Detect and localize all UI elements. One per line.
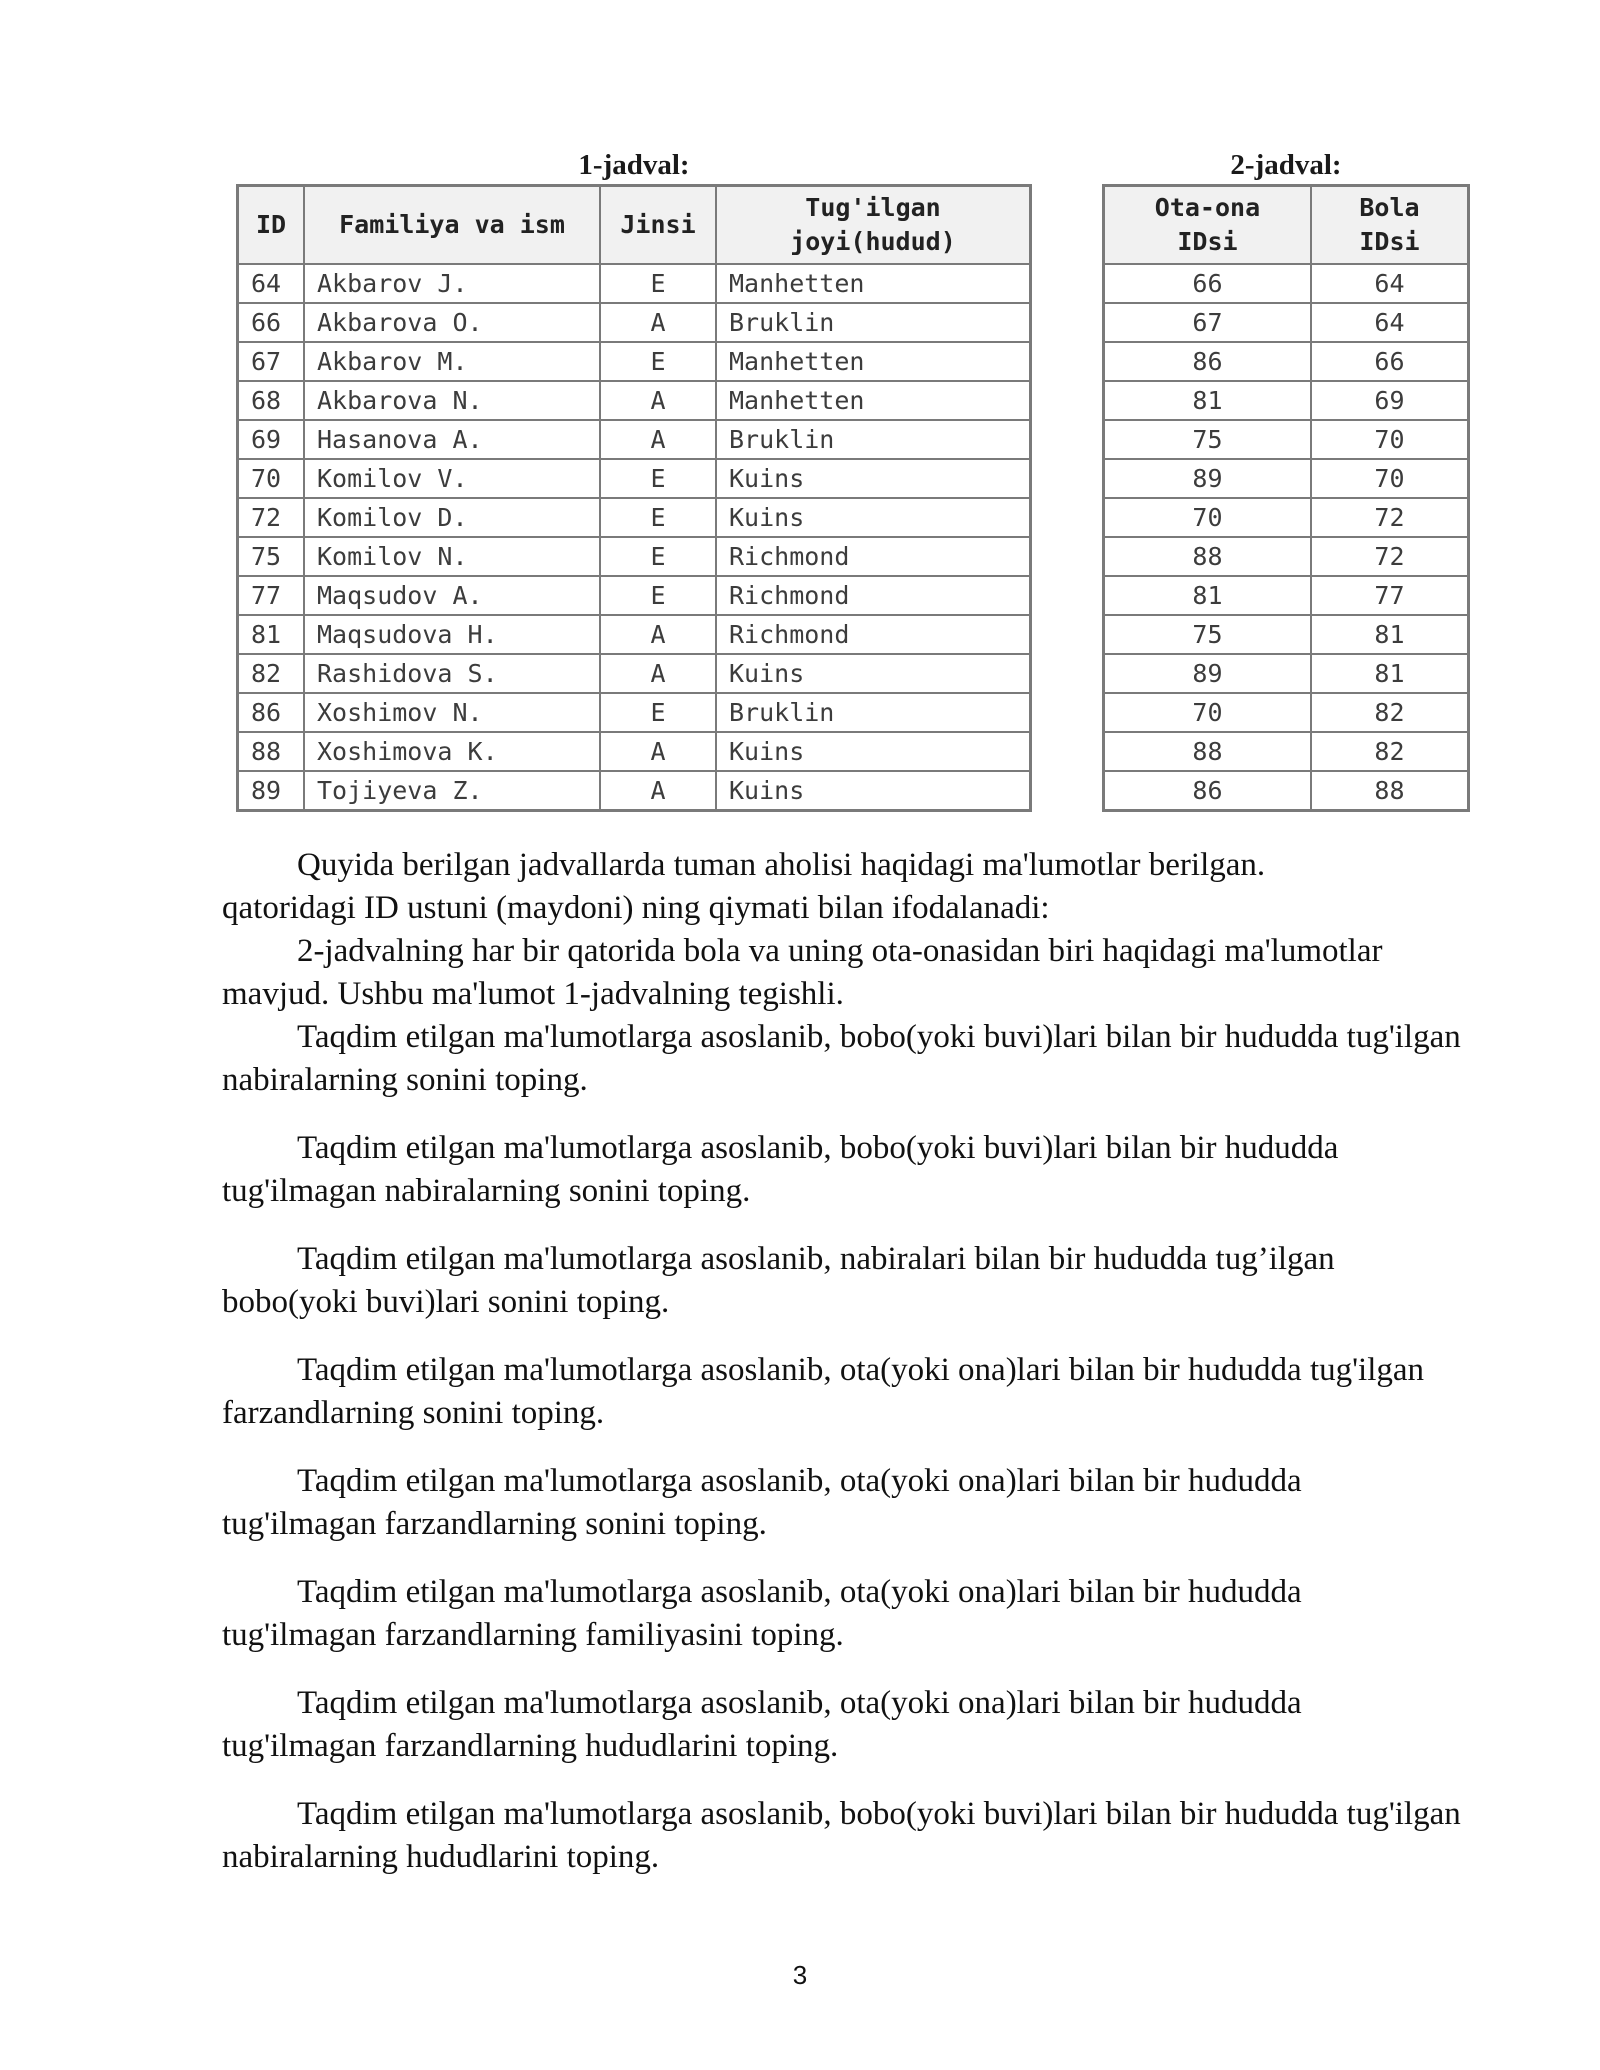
table-1-header-sex: Jinsi <box>600 186 716 265</box>
table-1-cell: Kuins <box>716 771 1031 811</box>
table-1-cell: Bruklin <box>716 303 1031 342</box>
table-1-cell: Komilov D. <box>304 498 600 537</box>
table-2-row <box>1104 264 1469 303</box>
table-2-row <box>1104 342 1469 381</box>
table-2 <box>1102 184 1470 812</box>
intro-line-1: Quyida berilgan jadvallarda tuman aholisi haqidagi ma'lumotlar berilgan. <box>297 847 1266 883</box>
table-1-row <box>238 732 1031 771</box>
table-2-cell: 86 <box>1104 342 1311 381</box>
table-1-cell: 75 <box>238 537 305 576</box>
table-1-cell: 69 <box>238 420 305 459</box>
table-2-header-parent-id: Ota-ona IDsi <box>1104 186 1311 265</box>
table-1-cell: A <box>600 303 716 342</box>
table-2-cell: 70 <box>1311 420 1469 459</box>
table-1-row <box>238 537 1031 576</box>
table-1-cell: E <box>600 498 716 537</box>
table-1-cell: A <box>600 420 716 459</box>
table-1-cell: Rashidova S. <box>304 654 600 693</box>
table-1-cell: 86 <box>238 693 305 732</box>
table-2-cell: 88 <box>1104 537 1311 576</box>
table-1-block <box>236 150 1032 812</box>
table-1-cell: Tojiyeva Z. <box>304 771 600 811</box>
table-2-cell: 86 <box>1104 771 1311 811</box>
table-1-cell: 88 <box>238 732 305 771</box>
table-2-cell: 64 <box>1311 264 1469 303</box>
table-1-cell: Manhetten <box>716 381 1031 420</box>
table-2-row <box>1104 576 1469 615</box>
question-2: Taqdim etilgan ma'lumotlarga asoslanib, bobo(yoki buvi)lari bilan bir hududda tug'ilmagan nabiralarning sonini toping. <box>222 1130 1339 1209</box>
table-1-cell: Manhetten <box>716 342 1031 381</box>
table-1-cell: Kuins <box>716 732 1031 771</box>
table-1-cell: Komilov V. <box>304 459 600 498</box>
intro-line-2: qatoridagi ID ustuni (maydoni) ning qiymati bilan ifodalanadi: <box>222 890 1050 926</box>
table-1-cell: 82 <box>238 654 305 693</box>
table-1-cell: 81 <box>238 615 305 654</box>
table-1-header-birthplace: Tug'ilgan joyi(hudud) <box>716 186 1031 265</box>
table-1-row <box>238 615 1031 654</box>
table-2-row <box>1104 303 1469 342</box>
table-2-cell: 81 <box>1104 576 1311 615</box>
table-1-cell: Akbarov M. <box>304 342 600 381</box>
table-1-cell: E <box>600 576 716 615</box>
table-2-body <box>1104 264 1469 811</box>
table-1-cell: 89 <box>238 771 305 811</box>
table-1 <box>236 184 1032 812</box>
table-1-cell: Manhetten <box>716 264 1031 303</box>
table-2-cell: 88 <box>1311 771 1469 811</box>
table-1-cell: Komilov N. <box>304 537 600 576</box>
table-1-row <box>238 693 1031 732</box>
table-2-row <box>1104 537 1469 576</box>
table-1-caption: 1-jadval: <box>578 149 690 181</box>
table-1-cell: A <box>600 771 716 811</box>
table-1-cell: Kuins <box>716 498 1031 537</box>
table-1-row <box>238 303 1031 342</box>
table-2-cell: 67 <box>1104 303 1311 342</box>
table-2-cell: 64 <box>1311 303 1469 342</box>
page-number: 3 <box>792 1960 808 1990</box>
table-2-cell: 82 <box>1311 693 1469 732</box>
question-5: Taqdim etilgan ma'lumotlarga asoslanib, ota(yoki ona)lari bilan bir hududda tug'ilmagan farzandlarning sonini toping. <box>222 1463 1302 1542</box>
table-2-caption: 2-jadval: <box>1230 149 1342 181</box>
table-1-row <box>238 498 1031 537</box>
table-1-row <box>238 381 1031 420</box>
table-1-row <box>238 420 1031 459</box>
table-1-header-id: ID <box>238 186 305 265</box>
table-2-cell: 72 <box>1311 498 1469 537</box>
table-2-cell: 75 <box>1104 420 1311 459</box>
table-1-cell: Maqsudova H. <box>304 615 600 654</box>
table-2-cell: 88 <box>1104 732 1311 771</box>
table-1-cell: E <box>600 264 716 303</box>
table-2-row <box>1104 498 1469 537</box>
question-1: Taqdim etilgan ma'lumotlarga asoslanib, bobo(yoki buvi)lari bilan bir hududda tug'ilgan nabiralarning sonini toping. <box>222 1019 1461 1098</box>
table-2-row <box>1104 420 1469 459</box>
table-1-cell: E <box>600 693 716 732</box>
table-1-cell: A <box>600 381 716 420</box>
table-2-cell: 75 <box>1104 615 1311 654</box>
body-text <box>222 844 1462 1879</box>
table-2-cell: 81 <box>1311 654 1469 693</box>
table-1-header-name: Familiya va ism <box>304 186 600 265</box>
table-1-cell: Bruklin <box>716 693 1031 732</box>
table-1-cell: A <box>600 654 716 693</box>
table-2-header-child-id: Bola IDsi <box>1311 186 1469 265</box>
table-2-block <box>1102 150 1470 812</box>
table-1-row <box>238 342 1031 381</box>
table-1-cell: 72 <box>238 498 305 537</box>
table-2-row <box>1104 732 1469 771</box>
table-1-cell: E <box>600 537 716 576</box>
question-7: Taqdim etilgan ma'lumotlarga asoslanib, ota(yoki ona)lari bilan bir hududda tug'ilmagan farzandlarning hududlarini toping. <box>222 1685 1302 1764</box>
table-1-cell: Richmond <box>716 537 1031 576</box>
table-2-header-row <box>1104 186 1469 265</box>
table-1-cell: Akbarova O. <box>304 303 600 342</box>
table-1-row <box>238 654 1031 693</box>
table-2-row <box>1104 771 1469 811</box>
table-1-cell: 67 <box>238 342 305 381</box>
table-2-cell: 70 <box>1311 459 1469 498</box>
table-2-cell: 70 <box>1104 498 1311 537</box>
table-2-cell: 69 <box>1311 381 1469 420</box>
table-1-cell: 68 <box>238 381 305 420</box>
table-2-cell: 66 <box>1311 342 1469 381</box>
table-1-row <box>238 459 1031 498</box>
table-2-row <box>1104 654 1469 693</box>
table-1-row <box>238 264 1031 303</box>
table-2-cell: 77 <box>1311 576 1469 615</box>
table-1-cell: 70 <box>238 459 305 498</box>
table-1-cell: Akbarova N. <box>304 381 600 420</box>
table-1-cell: Bruklin <box>716 420 1031 459</box>
table-1-cell: 64 <box>238 264 305 303</box>
table-1-cell: E <box>600 459 716 498</box>
table-1-cell: Akbarov J. <box>304 264 600 303</box>
table-1-cell: Kuins <box>716 459 1031 498</box>
table-1-cell: Richmond <box>716 576 1031 615</box>
table-2-cell: 89 <box>1104 654 1311 693</box>
table-1-cell: A <box>600 615 716 654</box>
table-1-cell: A <box>600 732 716 771</box>
table-1-body <box>238 264 1031 811</box>
table-2-row <box>1104 381 1469 420</box>
intro-paragraph-table-2: 2-jadvalning har bir qatorida bola va uning ota-onasidan biri haqidagi ma'lumotlar mavjud. Ushbu ma'lumot 1-jadvalning tegishli. <box>222 933 1383 1012</box>
table-1-cell: Xoshimova K. <box>304 732 600 771</box>
table-2-cell: 81 <box>1311 615 1469 654</box>
table-1-cell: 66 <box>238 303 305 342</box>
table-2-row <box>1104 459 1469 498</box>
table-1-cell: Hasanova A. <box>304 420 600 459</box>
table-1-cell: E <box>600 342 716 381</box>
table-1-row <box>238 771 1031 811</box>
table-2-cell: 89 <box>1104 459 1311 498</box>
table-1-cell: Xoshimov N. <box>304 693 600 732</box>
table-2-cell: 72 <box>1311 537 1469 576</box>
table-2-row <box>1104 615 1469 654</box>
question-3: Taqdim etilgan ma'lumotlarga asoslanib, nabiralari bilan bir hududda tug’ilgan bobo(yoki buvi)lari sonini toping. <box>222 1241 1335 1320</box>
tables-figure <box>236 150 1470 810</box>
table-2-cell: 70 <box>1104 693 1311 732</box>
table-2-cell: 81 <box>1104 381 1311 420</box>
table-2-cell: 66 <box>1104 264 1311 303</box>
table-1-header-row <box>238 186 1031 265</box>
question-8: Taqdim etilgan ma'lumotlarga asoslanib, bobo(yoki buvi)lari bilan bir hududda tug'ilgan nabiralarning hududlarini toping. <box>222 1796 1461 1875</box>
question-6: Taqdim etilgan ma'lumotlarga asoslanib, ota(yoki ona)lari bilan bir hududda tug'ilmagan farzandlarning familiyasini toping. <box>222 1574 1302 1653</box>
table-1-cell: 77 <box>238 576 305 615</box>
question-4: Taqdim etilgan ma'lumotlarga asoslanib, ota(yoki ona)lari bilan bir hududda tug'ilgan farzandlarning sonini toping. <box>222 1352 1425 1431</box>
table-2-row <box>1104 693 1469 732</box>
table-1-cell: Kuins <box>716 654 1031 693</box>
table-1-row <box>238 576 1031 615</box>
table-2-cell: 82 <box>1311 732 1469 771</box>
table-1-cell: Maqsudov A. <box>304 576 600 615</box>
table-1-cell: Richmond <box>716 615 1031 654</box>
